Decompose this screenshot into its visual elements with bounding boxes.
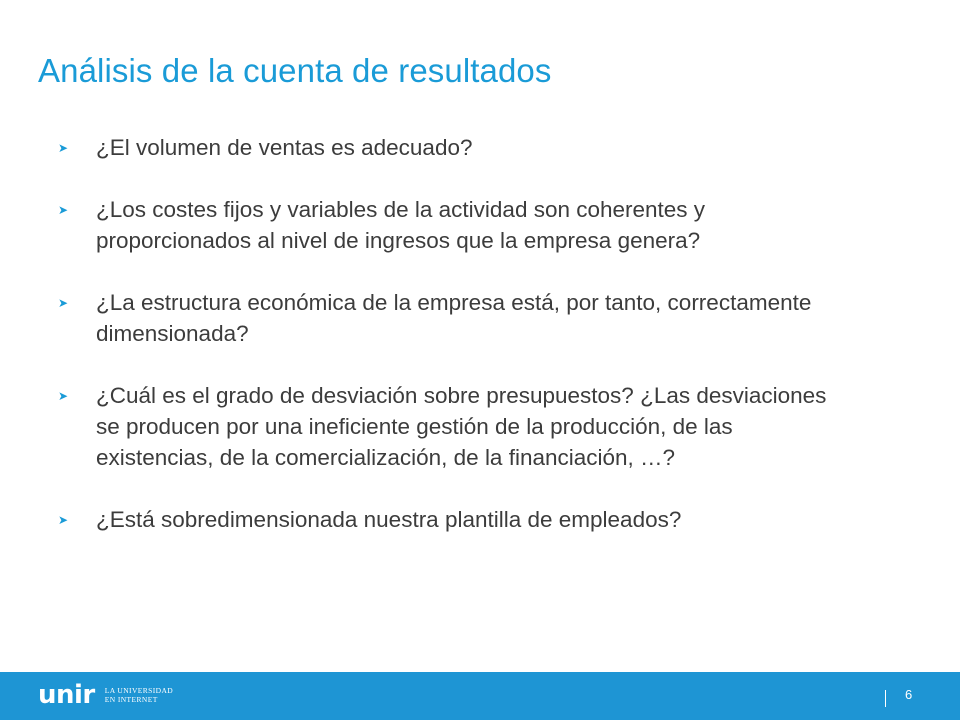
bullet-item	[56, 504, 846, 535]
bullet-list	[56, 132, 846, 566]
arrowhead-right-icon: ➤	[58, 389, 69, 403]
logo-tagline-line2: EN INTERNET	[104, 695, 158, 704]
bullet-item	[56, 194, 846, 256]
arrowhead-right-icon: ➤	[58, 141, 69, 155]
bullet-text: ¿Los costes fijos y variables de la actividad son coherentes y proporcionados al nivel de ingresos que la empresa genera?	[96, 197, 706, 253]
logo-tagline	[105, 686, 173, 704]
bullet-text: ¿El volumen de ventas es adecuado?	[96, 135, 473, 160]
slide-title: Análisis de la cuenta de resultados	[38, 52, 552, 89]
logo-tagline-line1: LA UNIVERSIDAD	[104, 686, 174, 695]
arrowhead-right-icon: ➤	[58, 296, 69, 310]
page-number: 6	[905, 687, 913, 702]
footer-bar	[0, 672, 960, 720]
bullet-text: ¿Cuál es el grado de desviación sobre presupuestos? ¿Las desviaciones se producen por una ineficiente gestión de la producción, de las existencias, de la comercialización, de la financiación, …?	[96, 383, 827, 470]
bullet-item	[56, 132, 846, 163]
bullet-item	[56, 380, 846, 473]
bullet-text: ¿Está sobredimensionada nuestra plantilla de empleados?	[96, 507, 682, 532]
unir-logo	[38, 682, 173, 708]
footer-divider	[885, 690, 886, 707]
bullet-text: ¿La estructura económica de la empresa está, por tanto, correctamente dimensionada?	[96, 290, 812, 346]
arrowhead-right-icon: ➤	[58, 203, 69, 217]
bullet-item	[56, 287, 846, 349]
logo-wordmark: unir	[38, 680, 95, 710]
arrowhead-right-icon: ➤	[58, 513, 69, 527]
